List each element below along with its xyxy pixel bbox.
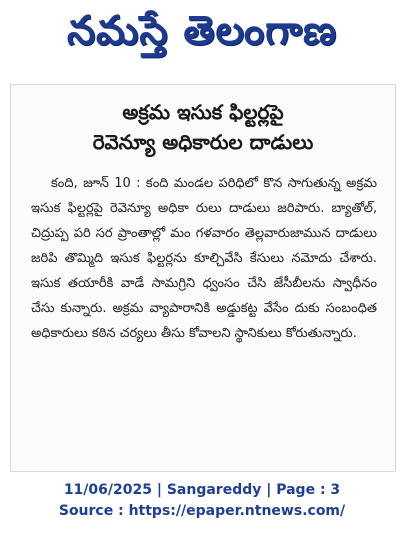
footer-date-edition-page: 11/06/2025 | Sangareddy | Page : 3 [63,482,341,498]
footer-source-link[interactable]: Source : https://epaper.ntnews.com/ [58,503,346,519]
news-clipping [10,84,396,472]
headline-line-1: అక్రమ ఇసుక ఫిల్టర్లపై [122,100,284,124]
source-footer [0,480,404,522]
article-headline [11,97,395,157]
headline-line-2: రెవెన్యూ అధికారుల దాడులు [92,130,314,154]
masthead-title: నమస్తే తెలంగాణ [66,8,338,54]
article-body: కంది, జూన్ 10 : కంది మండల పరిధిలో కొన సాగుతున్న అక్రమ ఇసుక ఫిల్టర్లపై రెవెన్యూ అధికా రులు దాడులు జరిపారు. బ్యాతోల్, చిద్రుప్ప పరి సర ప్రాంతాల్లో మం గళవారం తెల్లవారుజామున దాడులు జరిపి తొమ్మిది ఇసుక ఫిల్టర్లను కూల్చివేసి కేసులు నమోదు చేశారు. ఇసుక తయారీకి వాడే సామగ్రిని ధ్వంసం చేసి జేసీబీలను స్వాధీనం చేసు కున్నారు. అక్రమ వ్యాపారానికి అడ్డుకట్ట వేసేం దుకు సంబంధిత అధికారులు కఠిన చర్యలు తీసు కోవాలని స్థానికులు కోరుతున్నారు. [31,176,377,341]
newspaper-masthead [0,0,404,72]
